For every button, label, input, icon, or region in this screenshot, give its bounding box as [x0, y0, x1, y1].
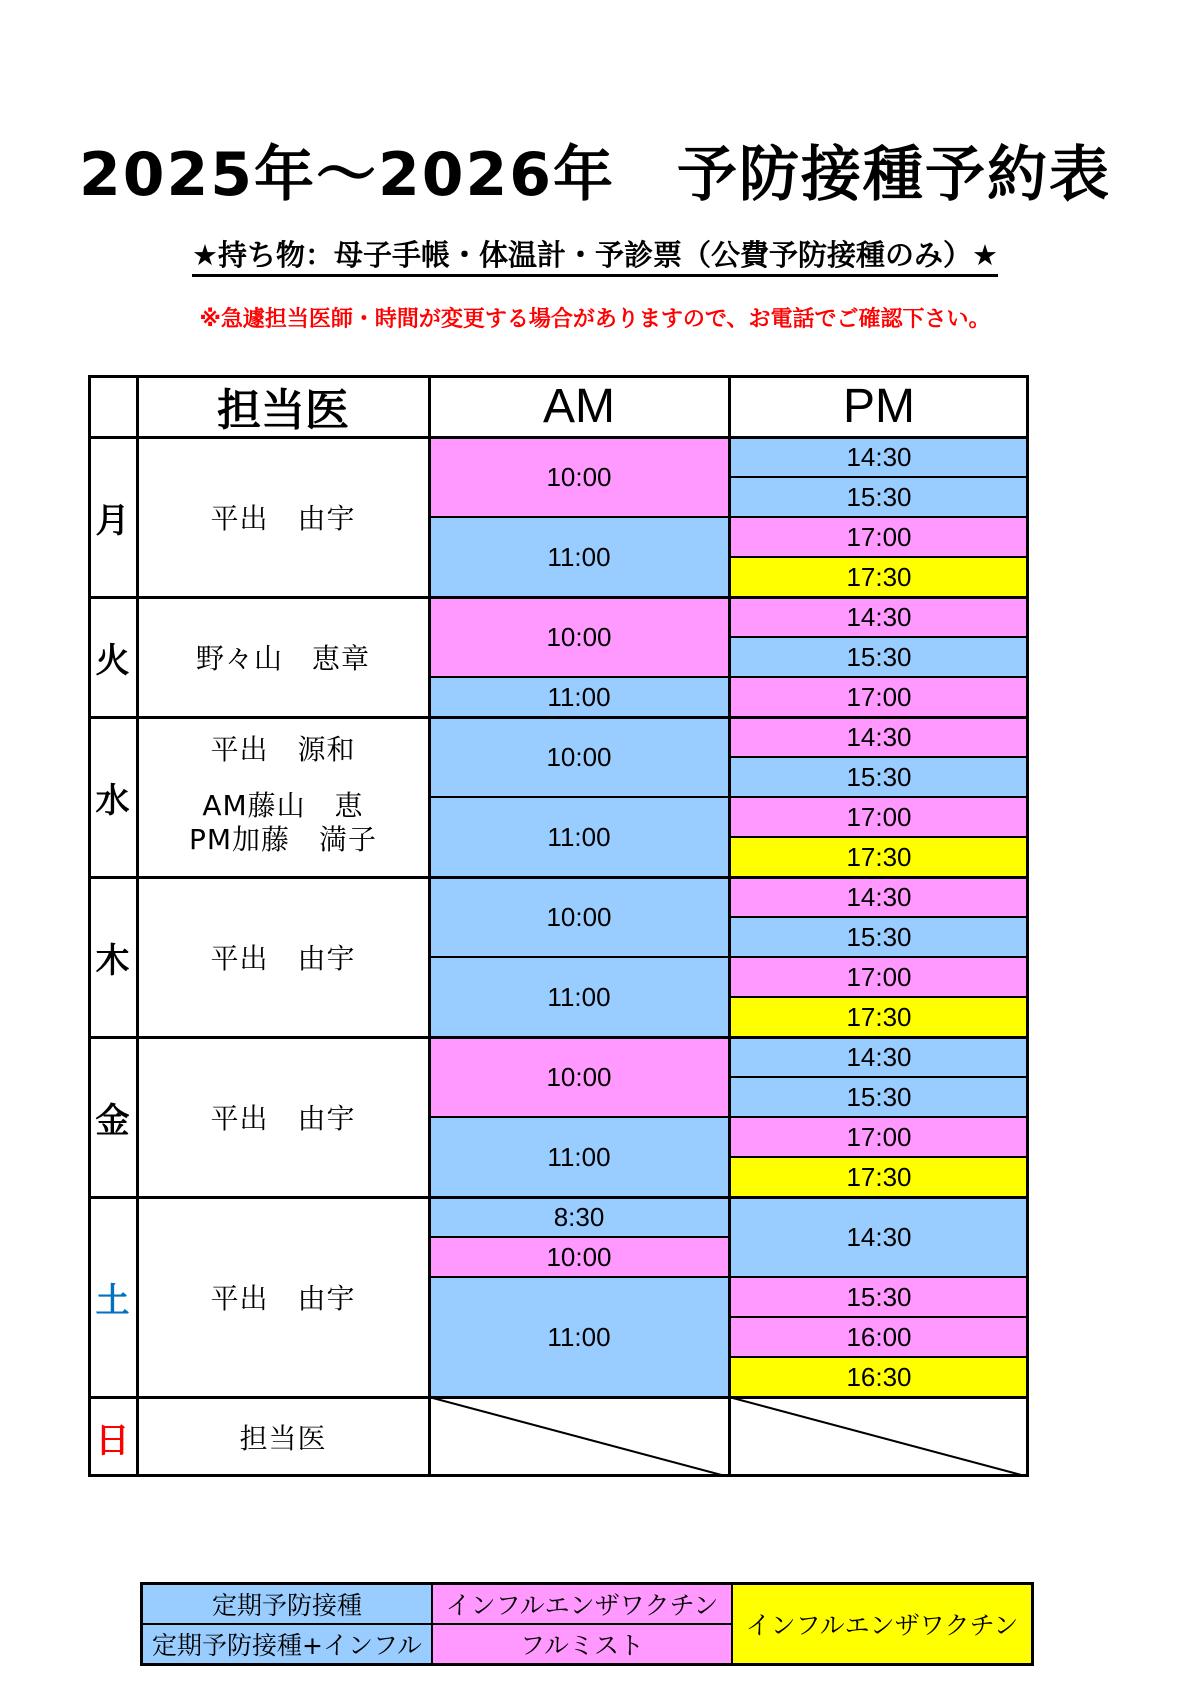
grid-line: [136, 375, 139, 1477]
am-slot: 11:00: [429, 677, 729, 717]
day-label: 木: [95, 940, 130, 981]
pm-slot: 14:30: [729, 437, 1029, 477]
doctor-name: 平出 由宇: [210, 942, 356, 975]
am-slot: 11:00: [429, 797, 729, 877]
grid-line: [88, 375, 1029, 378]
subtitle-text: ★持ち物：母子手帳・体温計・予診票（公費予防接種のみ）★: [192, 238, 998, 277]
pm-slot: 16:30: [729, 1357, 1029, 1397]
sunday-closed-slashes: [88, 375, 1029, 1477]
am-slot: 10:00: [429, 437, 729, 517]
grid-line: [88, 716, 1029, 719]
pm-slot: 17:00: [729, 1117, 1029, 1157]
grid-line: [88, 1474, 1029, 1477]
pm-slot: 16:00: [729, 1317, 1029, 1357]
legend-flu-vaccine-yellow: インフルエンザワクチン: [732, 1584, 1032, 1664]
am-slot: 10:00: [429, 1237, 729, 1277]
grid-line: [1026, 375, 1029, 1477]
day-label: 水: [95, 780, 130, 821]
doctor-name: 平出 由宇: [210, 502, 356, 535]
grid-line: [88, 876, 1029, 879]
grid-line: [88, 1396, 1029, 1399]
pm-slot: 14:30: [729, 877, 1029, 917]
grid-line: [88, 436, 1029, 439]
grid-line: [88, 1196, 1029, 1199]
doctor-name: PM加藤 満子: [188, 823, 378, 856]
day-label: 月: [95, 500, 130, 541]
notice: ※急遽担当医師・時間が変更する場合がありますので、お電話でご確認下さい。: [199, 307, 991, 332]
doctor-name: 平出 由宇: [210, 1102, 356, 1135]
am-slot: 11:00: [429, 1117, 729, 1197]
header-pm: PM: [843, 379, 915, 433]
legend-regular-flu: 定期予防接種+インフル: [142, 1624, 432, 1664]
am-slot: 10:00: [429, 877, 729, 957]
subtitle: [0, 235, 1190, 275]
am-slot: 11:00: [429, 957, 729, 1037]
grid-line: [88, 375, 91, 1477]
am-slot: 10:00: [429, 717, 729, 797]
pm-slot: 17:30: [729, 1157, 1029, 1197]
slash-line: [729, 1397, 1029, 1477]
am-slot: 11:00: [429, 1277, 729, 1397]
grid-line: [88, 1036, 1029, 1039]
pm-slot: 15:30: [729, 1077, 1029, 1117]
doctor-name: 平出 源和: [210, 733, 356, 766]
header-doctor: 担当医: [217, 385, 349, 436]
pm-slot: 17:00: [729, 797, 1029, 837]
day-label: 土: [95, 1280, 130, 1321]
day-label: 火: [95, 640, 130, 681]
doctor-name: 野々山 恵章: [195, 642, 370, 675]
am-slot: 10:00: [429, 597, 729, 677]
pm-slot: 15:30: [729, 477, 1029, 517]
legend-flu-vaccine-pink: インフルエンザワクチン: [432, 1584, 732, 1624]
am-slot: 11:00: [429, 517, 729, 597]
slash-line: [429, 1397, 729, 1477]
pm-slot: 14:30: [729, 717, 1029, 757]
am-slot: 10:00: [429, 1037, 729, 1117]
am-slot: 8:30: [429, 1197, 729, 1237]
legend: [140, 1582, 1034, 1666]
pm-slot: 14:30: [729, 1037, 1029, 1077]
page-title: 2025年～2026年 予防接種予約表: [79, 140, 1111, 210]
day-label: 日: [95, 1420, 130, 1461]
header-am: AM: [543, 379, 615, 433]
pm-slot: 15:30: [729, 917, 1029, 957]
doctor-name: AM藤山 恵: [202, 789, 364, 822]
pm-slot: 17:30: [729, 837, 1029, 877]
pm-slot: 14:30: [729, 1197, 1029, 1277]
pm-slot: 17:30: [729, 557, 1029, 597]
pm-slot: 14:30: [729, 597, 1029, 637]
pm-slot: 17:00: [729, 517, 1029, 557]
pm-slot: 15:30: [729, 757, 1029, 797]
schedule-table: [88, 375, 1029, 1477]
pm-slot: 17:00: [729, 677, 1029, 717]
grid-line: [88, 596, 1029, 599]
grid-line: [428, 375, 431, 1477]
pm-slot: 17:30: [729, 997, 1029, 1037]
legend-regular: 定期予防接種: [142, 1584, 432, 1624]
pm-slot: 15:30: [729, 1277, 1029, 1317]
pm-slot: 17:00: [729, 957, 1029, 997]
day-label: 金: [95, 1100, 130, 1141]
pm-slot: 15:30: [729, 637, 1029, 677]
doctor-name: 担当医: [239, 1422, 327, 1455]
doctor-name: 平出 由宇: [210, 1282, 356, 1315]
legend-flumist: フルミスト: [432, 1624, 732, 1664]
grid-line: [728, 375, 731, 1477]
